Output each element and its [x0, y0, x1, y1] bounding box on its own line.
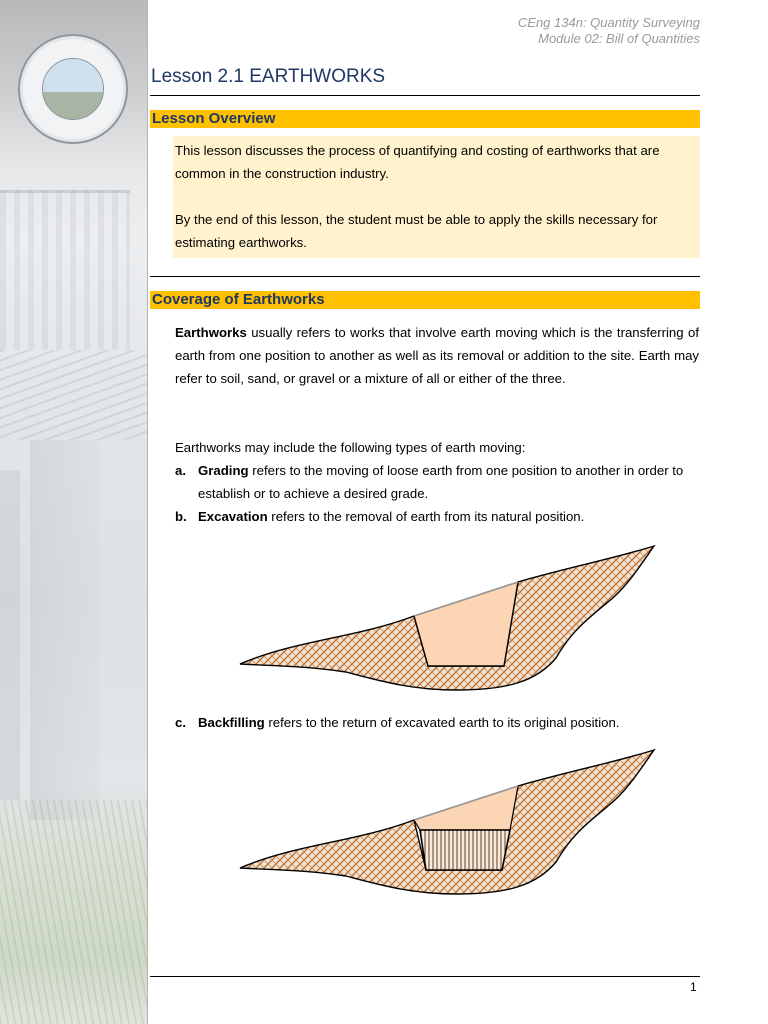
building-photo-wall	[0, 470, 20, 800]
building-photo-roof	[0, 350, 148, 440]
coverage-heading: Coverage of Earthworks	[150, 291, 700, 309]
earth-moving-intro: Earthworks may include the following types of earth moving:	[175, 440, 526, 455]
excavation-diagram	[236, 540, 660, 700]
lesson-overview-box	[173, 136, 700, 258]
list-text: refers to the moving of loose earth from one position to another in order to establish or to achieve a desired grade.	[198, 463, 684, 501]
seal-emblem	[42, 58, 104, 120]
lesson-title: Lesson 2.1 EARTHWORKS	[151, 66, 386, 87]
module-name: Module 02: Bill of Quantities	[538, 31, 700, 46]
earthworks-definition	[175, 321, 699, 390]
department-seal-logo	[18, 34, 128, 144]
decorative-side-panel	[0, 0, 148, 1024]
page-header	[518, 15, 700, 47]
list-term: Excavation	[198, 509, 268, 524]
lesson-overview-heading: Lesson Overview	[150, 110, 700, 128]
list-term: Grading	[198, 463, 249, 478]
backfill-area	[420, 830, 510, 870]
list-text: refers to the return of excavated earth to its original position.	[264, 715, 620, 730]
list-item-backfilling	[175, 711, 699, 734]
building-photo-grass	[0, 800, 148, 1024]
list-item-grading	[175, 459, 699, 505]
building-photo-window	[0, 190, 130, 350]
list-text: refers to the removal of earth from its natural position.	[267, 509, 585, 524]
earthworks-definition-text: usually refers to works that involve earth moving which is the transferring of earth from one position to another as well as its removal or addition to the site. Earth may refer to soil, sand, or gravel or a mixture of all or either of the three.	[175, 325, 699, 386]
list-term: Backfilling	[198, 715, 265, 730]
list-label: c.	[175, 715, 186, 730]
overview-paragraph-2: By the end of this lesson, the student must be able to apply the skills necessary for estimating earthworks.	[175, 212, 658, 250]
backfilling-diagram	[236, 744, 660, 904]
list-item-excavation	[175, 505, 699, 528]
earthworks-term: Earthworks	[175, 325, 247, 340]
page-number: 1	[690, 980, 697, 994]
footer-divider	[150, 976, 700, 977]
excavated-area	[414, 582, 518, 666]
section-divider	[150, 276, 700, 277]
overview-paragraph-1: This lesson discusses the process of quantifying and costing of earthworks that are common in the construction industry.	[175, 143, 660, 181]
list-label: a.	[175, 463, 186, 478]
open-trench-area	[414, 786, 518, 830]
title-divider	[150, 95, 700, 96]
building-photo-column	[30, 440, 100, 820]
course-name: CEng 134n: Quantity Surveying	[517, 15, 700, 30]
list-label: b.	[175, 509, 187, 524]
